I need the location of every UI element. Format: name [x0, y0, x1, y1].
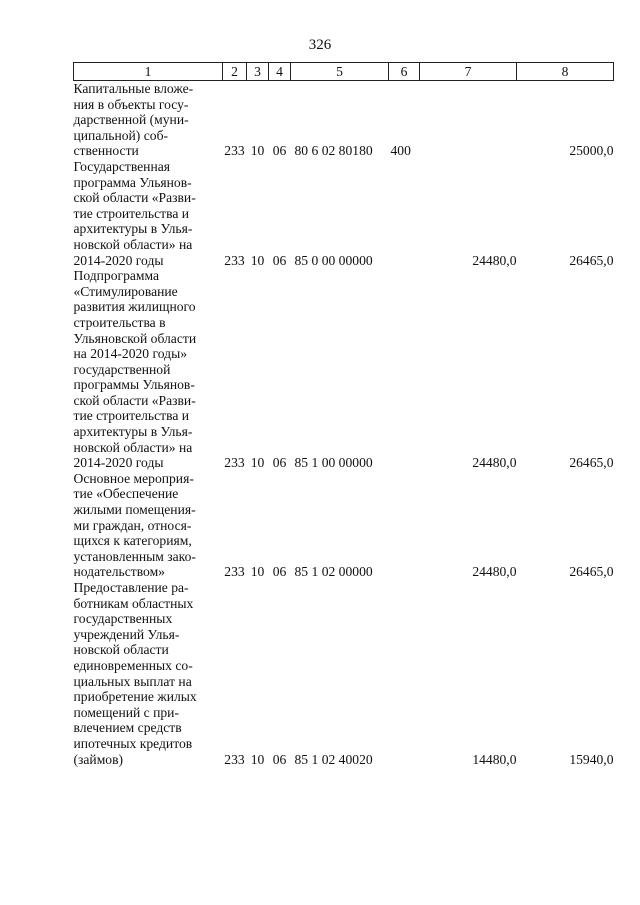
description-line: ской области «Разви-: [73, 190, 196, 206]
amount-year-1: 24480,0: [472, 455, 517, 471]
description-line: государственных: [73, 611, 173, 627]
table-body: [74, 81, 614, 768]
row-description: [74, 471, 223, 580]
amount-year-2: 26465,0: [569, 455, 614, 471]
admin-code: 233: [224, 143, 245, 159]
description-line: Основное мероприя-: [73, 470, 194, 486]
description-line: развития жилищного: [73, 299, 196, 315]
amount-year-2: 26465,0: [569, 564, 614, 580]
section-code: 10: [250, 252, 265, 268]
description-line: приобретение жилых: [73, 689, 197, 705]
article-code: 85 1 00 00000: [294, 455, 373, 471]
section-code: 10: [250, 751, 265, 767]
subsection-code: 06: [272, 751, 287, 767]
description-line: новской области: [73, 642, 169, 658]
header-col-3: 3: [247, 63, 269, 81]
description-line: новской области» на: [73, 236, 193, 252]
description-line: Ульяновской области: [73, 330, 197, 346]
header-col-6: 6: [389, 63, 420, 81]
description-line: жилыми помещения-: [73, 502, 196, 518]
description-line: нодательством»: [73, 564, 165, 580]
table-header: [74, 63, 614, 81]
admin-code: 233: [224, 455, 245, 471]
expense-type-code: 400: [390, 143, 411, 159]
expense-type-code: [389, 159, 420, 268]
description-line: дарственной (муни-: [73, 112, 189, 128]
description-line: архитектуры в Улья-: [73, 424, 193, 440]
description-line: тие строительства и: [73, 205, 190, 221]
description-line: «Стимулирование: [73, 283, 178, 299]
description-line: (займов): [73, 751, 124, 767]
table-row: [74, 81, 614, 159]
expense-type-code: [389, 268, 420, 471]
section-code: 10: [250, 455, 265, 471]
description-line: Подпрограмма: [73, 268, 160, 284]
row-description: [74, 159, 223, 268]
row-description: [74, 81, 223, 159]
table-row: [74, 268, 614, 471]
expense-type-code: [389, 580, 420, 767]
description-line: учреждений Улья-: [73, 626, 180, 642]
description-line: тие строительства и: [73, 408, 190, 424]
admin-code: 233: [224, 252, 245, 268]
description-line: установленным зако-: [73, 548, 196, 564]
description-line: ми граждан, относя-: [73, 517, 192, 533]
section-code: 10: [250, 143, 265, 159]
description-line: влечением средств: [73, 720, 182, 736]
description-line: строительства в: [73, 314, 166, 330]
header-col-5: 5: [291, 63, 389, 81]
description-line: на 2014-2020 годы»: [73, 346, 187, 362]
description-line: программы Ульянов-: [73, 377, 195, 393]
subsection-code: 06: [272, 564, 287, 580]
description-line: ботникам областных: [73, 595, 194, 611]
amount-year-2: 26465,0: [569, 252, 614, 268]
amount-year-1: 24480,0: [472, 252, 517, 268]
amount-year-1: [420, 81, 517, 159]
header-row: [74, 63, 614, 81]
description-line: ственности: [73, 143, 139, 159]
subsection-code: 06: [272, 455, 287, 471]
subsection-code: 06: [272, 143, 287, 159]
description-line: программа Ульянов-: [73, 174, 192, 190]
header-col-2: 2: [223, 63, 247, 81]
description-line: помещений с при-: [73, 704, 179, 720]
header-col-1: 1: [74, 63, 223, 81]
description-line: Государственная: [73, 158, 171, 174]
description-line: новской области» на: [73, 439, 193, 455]
header-col-8: 8: [517, 63, 614, 81]
article-code: 85 0 00 00000: [294, 252, 373, 268]
header-col-7: 7: [420, 63, 517, 81]
description-line: единовременных со-: [73, 657, 193, 673]
section-code: 10: [250, 564, 265, 580]
description-line: циальных выплат на: [73, 673, 192, 689]
row-description: [74, 268, 223, 471]
description-line: государственной: [73, 361, 171, 377]
amount-year-1: 14480,0: [472, 751, 517, 767]
page-number: 326: [308, 37, 332, 53]
admin-code: 233: [224, 751, 245, 767]
description-line: ской области «Разви-: [73, 392, 196, 408]
header-col-4: 4: [269, 63, 291, 81]
article-code: 80 6 02 80180: [294, 143, 373, 159]
description-line: ния в объекты госу-: [73, 96, 189, 112]
table-row: [74, 159, 614, 268]
article-code: 85 1 02 00000: [294, 564, 373, 580]
table-row: [74, 580, 614, 767]
description-line: тие «Обеспечение: [73, 486, 179, 502]
description-line: щихся к категориям,: [73, 533, 192, 549]
table-row: [74, 471, 614, 580]
description-line: 2014-2020 годы: [73, 455, 164, 471]
row-description: [74, 580, 223, 767]
expense-type-code: [389, 471, 420, 580]
description-line: ципальной) соб-: [73, 127, 169, 143]
description-line: архитектуры в Улья-: [73, 221, 193, 237]
amount-year-2: 25000,0: [569, 143, 614, 159]
description-line: ипотечных кредитов: [73, 735, 193, 751]
admin-code: 233: [224, 564, 245, 580]
description-line: 2014-2020 годы: [73, 252, 164, 268]
amount-year-2: 15940,0: [569, 751, 614, 767]
article-code: 85 1 02 40020: [294, 751, 373, 767]
budget-table: [73, 62, 614, 767]
amount-year-1: 24480,0: [472, 564, 517, 580]
subsection-code: 06: [272, 252, 287, 268]
description-line: Предоставление ра-: [73, 580, 189, 595]
description-line: Капитальные вложе-: [73, 81, 194, 96]
